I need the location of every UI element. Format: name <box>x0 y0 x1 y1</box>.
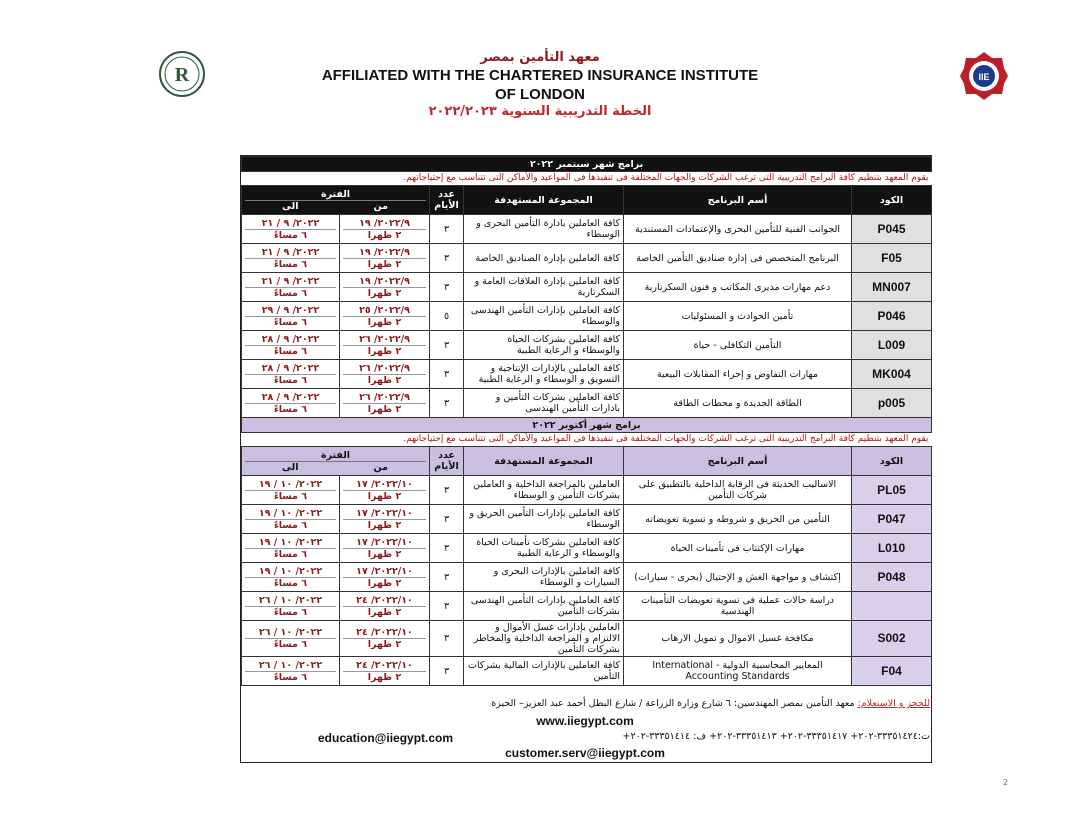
program-name: دراسة حالات عملية فى تسوية تعويضات التأمينات الهندسية <box>624 592 852 621</box>
september-title: برامج شهر سبتمبر ٢٠٢٢ <box>242 157 932 172</box>
table-row <box>242 273 932 302</box>
target-group: كافة العاملين بشركات التأمين و بادارات التأمين الهندسى <box>464 389 624 418</box>
training-plan-sheet <box>240 155 932 763</box>
start-date-value: ٢٠٢٢/٩/ ٢٥ <box>359 304 410 316</box>
col-period-label: الفترة <box>245 450 426 462</box>
program-days: ٣ <box>430 534 464 563</box>
end-date-time: ٦ مساءً <box>245 490 336 502</box>
logo-left-letter: R <box>174 64 190 86</box>
end-date <box>242 592 340 621</box>
program-code: p005 <box>852 389 932 418</box>
table-row <box>242 244 932 273</box>
target-group: كافة العاملين بإدارة العلاقات العامة و السكرتارية <box>464 273 624 302</box>
address: معهد التأمين بمصر المهندسين: ٦ شارع وزارة الزراعة / شارع البطل أحمد عبد العزيز– الجيزة <box>491 698 855 709</box>
start-date <box>340 331 430 360</box>
program-days: ٣ <box>430 273 464 302</box>
end-date-time: ٦ مساءً <box>245 638 336 650</box>
affiliation-line-1: AFFILIATED WITH THE CHARTERED INSURANCE INSTITUTE <box>321 67 759 84</box>
start-date-time: ٢ ظهرا <box>343 374 426 386</box>
table-row <box>242 563 932 592</box>
start-date-time: ٢ ظهرا <box>343 490 426 502</box>
target-group: كافة العاملين بإدارات التأمين الحريق و الوسطاء <box>464 505 624 534</box>
start-date-time: ٢ ظهرا <box>343 403 426 415</box>
end-date <box>242 215 340 244</box>
program-name: التأمين من الحريق و شروطه و تسوية تعويضاته <box>624 505 852 534</box>
start-date-time: ٢ ظهرا <box>343 258 426 270</box>
institute-emblem-icon <box>958 50 1010 102</box>
end-date <box>242 302 340 331</box>
start-date <box>340 592 430 621</box>
end-date-time: ٦ مساءً <box>245 671 336 683</box>
end-date-value: ٢٠٢٢/ ٩ / ٢١ <box>261 246 320 258</box>
start-date <box>340 563 430 592</box>
program-name: المعايير المحاسبية الدولية - International Accounting Standards <box>624 657 852 686</box>
program-days: ٣ <box>430 244 464 273</box>
end-date-value: ٢٠٢٢/ ١٠ / ٢٦ <box>258 627 323 638</box>
end-date-time: ٦ مساءً <box>245 258 336 270</box>
start-date-time: ٢ ظهرا <box>343 548 426 560</box>
program-name: إكتشاف و مواجهة الغش و الإحتيال (بحرى - سيارات) <box>624 563 852 592</box>
table-row <box>242 331 932 360</box>
affiliation-title <box>0 66 1080 104</box>
program-code: F05 <box>852 244 932 273</box>
target-group: العاملين بالمراجعة الداخلية و العاملين بشركات التأمين و الوسطاء <box>464 476 624 505</box>
end-date <box>242 534 340 563</box>
start-date <box>340 657 430 686</box>
start-date-time: ٢ ظهرا <box>343 519 426 531</box>
start-date <box>340 302 430 331</box>
program-days: ٣ <box>430 505 464 534</box>
start-date-value: ٢٠٢٢/١٠/ ١٧ <box>356 507 413 519</box>
end-date-time: ٦ مساءً <box>245 519 336 531</box>
start-date <box>340 215 430 244</box>
col-days: عدد الأيام <box>430 447 464 476</box>
start-date-value: ٢٠٢٢/١٠/ ٢٤ <box>356 659 413 671</box>
phone-numbers: ت:٣٣٣٥١٤٢٤-٢٠٢+ ٣٣٣٥١٤١٧-٢٠٢+ ٣٣٣٥١٤١٣-٢٠٢+ ف: ٣٣٣٥١٤١٤-٢٠٢+ <box>622 731 930 742</box>
program-code: P047 <box>852 505 932 534</box>
end-date-time: ٦ مساءً <box>245 548 336 560</box>
start-date-time: ٢ ظهرا <box>343 638 426 650</box>
program-name: الاساليب الحديثة فى الرقابة الداخلية بالتطبيق على شركات التأمين <box>624 476 852 505</box>
col-days: عدد الأيام <box>430 186 464 215</box>
end-date-value: ٢٠٢٢/ ٩ / ٢١ <box>261 275 320 287</box>
end-date-time: ٦ مساءً <box>245 374 336 386</box>
contact-footer <box>240 696 930 762</box>
target-group: العاملين بإدارات غسل الأموال و الالتزام و المراجعة الداخلية والمخاطر بشركات التأمين <box>464 621 624 657</box>
end-date-time: ٦ مساءً <box>245 403 336 415</box>
website-link[interactable]: www.iiegypt.com <box>536 714 634 728</box>
end-date <box>242 476 340 505</box>
start-date-value: ٢٠٢٢/٩/ ١٩ <box>359 275 410 287</box>
program-days: ٣ <box>430 331 464 360</box>
col-to: الى <box>282 461 299 473</box>
program-days: ٣ <box>430 621 464 657</box>
program-code: F04 <box>852 657 932 686</box>
start-date <box>340 505 430 534</box>
program-name: الجوانب الفنية للتأمين البحرى والإعتمادات المستندية <box>624 215 852 244</box>
program-code: P046 <box>852 302 932 331</box>
end-date-value: ٢٠٢٢/ ٩ / ٢٨ <box>261 391 320 403</box>
end-date <box>242 331 340 360</box>
start-date-value: ٢٠٢٢/١٠/ ١٧ <box>356 536 413 548</box>
start-date <box>340 360 430 389</box>
october-title: برامج شهر أكتوبر ٢٠٢٢ <box>242 418 932 433</box>
start-date-value: ٢٠٢٢/١٠/ ٢٤ <box>356 594 413 606</box>
end-date <box>242 621 340 657</box>
end-date-time: ٦ مساءً <box>245 606 336 618</box>
col-target: المجموعة المستهدفة <box>464 186 624 215</box>
col-period <box>242 447 430 476</box>
target-group: كافة العاملين بإدارات التأمين الهندسى والوسطاء <box>464 302 624 331</box>
program-code <box>852 592 932 621</box>
program-code: MN007 <box>852 273 932 302</box>
program-code: PL05 <box>852 476 932 505</box>
start-date-time: ٢ ظهرا <box>343 577 426 589</box>
table-row <box>242 360 932 389</box>
end-date-value: ٢٠٢٢/ ١٠ / ٢٦ <box>258 659 323 671</box>
end-date <box>242 563 340 592</box>
program-days: ٣ <box>430 592 464 621</box>
end-date-value: ٢٠٢٢/ ١٠ / ١٩ <box>258 478 323 490</box>
notice-row <box>242 172 932 186</box>
col-program: أسم البرنامج <box>624 186 852 215</box>
end-date <box>242 273 340 302</box>
start-date-value: ٢٠٢٢/١٠/ ١٧ <box>356 478 413 490</box>
table-row <box>242 505 932 534</box>
end-date-value: ٢٠٢٢/ ١٠ / ١٩ <box>258 507 323 519</box>
start-date-time: ٢ ظهرا <box>343 345 426 357</box>
program-days: ٣ <box>430 389 464 418</box>
october-notice: يقوم المعهد بتنظيم كافة البرامج التدريبية التى ترغب الشركات والجهات المختلفة فى تنفيذها فى المواعيد والأماكن التى تتناسب مع إحتياجاتهم. <box>242 433 932 447</box>
program-name: البرنامج المتخصص فى إدارة صناديق التأمين الخاصة <box>624 244 852 273</box>
col-to: الى <box>282 200 299 212</box>
col-period <box>242 186 430 215</box>
affiliation-line-2: OF LONDON <box>495 86 585 103</box>
september-notice: يقوم المعهد بتنظيم كافة البرامج التدريبية التى ترغب الشركات والجهات المختلفة فى تنفيذها فى المواعيد والأماكن التى تتناسب مع إحتياجاتهم. <box>242 172 932 186</box>
end-date <box>242 657 340 686</box>
end-date-time: ٦ مساءً <box>245 345 336 357</box>
program-days: ٣ <box>430 657 464 686</box>
program-days: ٣ <box>430 215 464 244</box>
notice-row <box>242 433 932 447</box>
start-date <box>340 244 430 273</box>
program-days: ٣ <box>430 563 464 592</box>
october-title-row <box>242 418 932 433</box>
september-header-row <box>242 186 932 215</box>
col-from: من <box>373 461 388 473</box>
program-name: مهارات الإكتتاب فى تأمينات الحياة <box>624 534 852 563</box>
program-days: ٣ <box>430 476 464 505</box>
col-period-label: الفترة <box>245 189 426 201</box>
target-group: كافة العاملين بالإدارات البحرى و السيارات و الوسطاء <box>464 563 624 592</box>
col-from: من <box>373 200 388 212</box>
start-date-time: ٢ ظهرا <box>343 606 426 618</box>
start-date-value: ٢٠٢٢/١٠/ ١٧ <box>356 565 413 577</box>
table-row <box>242 592 932 621</box>
table-row <box>242 476 932 505</box>
program-name: التأمين التكافلى - حياة <box>624 331 852 360</box>
reserve-label: للحجز و الاستعلام: <box>857 698 930 709</box>
program-name: تأمين الحوادث و المسئوليات <box>624 302 852 331</box>
start-date-value: ٢٠٢٢/٩/ ٢٦ <box>359 391 410 403</box>
start-date <box>340 621 430 657</box>
end-date <box>242 244 340 273</box>
end-date-time: ٦ مساءً <box>245 287 336 299</box>
program-days: ٥ <box>430 302 464 331</box>
end-date-time: ٦ مساءً <box>245 577 336 589</box>
start-date-value: ٢٠٢٢/٩/ ٢٦ <box>359 333 410 345</box>
program-name: مهارات التفاوض و إجراء المقابلات البيعية <box>624 360 852 389</box>
start-date <box>340 273 430 302</box>
plan-title: الخطة التدريبية السنوية ٢٠٢٢/٢٠٢٣ <box>428 104 652 119</box>
start-date-time: ٢ ظهرا <box>343 671 426 683</box>
program-code: L009 <box>852 331 932 360</box>
col-program: أسم البرنامج <box>624 447 852 476</box>
october-header-row <box>242 447 932 476</box>
education-email-link[interactable]: education@iiegypt.com <box>318 731 454 745</box>
end-date <box>242 505 340 534</box>
end-date-time: ٦ مساءً <box>245 229 336 241</box>
start-date <box>340 389 430 418</box>
program-code: L010 <box>852 534 932 563</box>
start-date-time: ٢ ظهرا <box>343 316 426 328</box>
end-date-value: ٢٠٢٢/ ٩ / ٢٩ <box>261 304 320 316</box>
table-row <box>242 215 932 244</box>
target-group: كافة العاملين بإدارات التأمين الهندسى بشركات التأمين <box>464 592 624 621</box>
end-date-value: ٢٠٢٢/ ٩ / ٢١ <box>261 217 320 229</box>
september-title-row <box>242 157 932 172</box>
page-number: 2 <box>1003 778 1009 787</box>
program-code: S002 <box>852 621 932 657</box>
start-date-time: ٢ ظهرا <box>343 287 426 299</box>
start-date-value: ٢٠٢٢/١٠/ ٢٤ <box>356 627 413 638</box>
end-date <box>242 389 340 418</box>
program-code: MK004 <box>852 360 932 389</box>
table-row <box>242 657 932 686</box>
start-date-value: ٢٠٢٢/٩/ ١٩ <box>359 217 410 229</box>
end-date-time: ٦ مساءً <box>245 316 336 328</box>
start-date <box>340 534 430 563</box>
arabic-institute-name: معهد التأمين بمصر <box>480 50 600 65</box>
col-target: المجموعة المستهدفة <box>464 447 624 476</box>
customer-service-email-link[interactable]: customer.serv@iiegypt.com <box>505 746 665 760</box>
end-date-value: ٢٠٢٢/ ١٠ / ٢٦ <box>258 594 323 606</box>
target-group: كافة العاملين بشركات الحياة والوسطاء و الرعاية الطبية <box>464 331 624 360</box>
reservation-line <box>240 698 930 709</box>
start-date-value: ٢٠٢٢/٩/ ٢٦ <box>359 362 410 374</box>
table-row <box>242 302 932 331</box>
program-days: ٣ <box>430 360 464 389</box>
program-name: دعم مهارات مديرى المكاتب و فنون السكرتارية <box>624 273 852 302</box>
col-code: الكود <box>852 186 932 215</box>
target-group: كافة العاملين بشركات تأمينات الحياة والوسطاء و الرعاية الطبية <box>464 534 624 563</box>
start-date-value: ٢٠٢٢/٩/ ١٩ <box>359 246 410 258</box>
target-group: كافة العاملين بالإدارات الإنتاجية و التسويق و الوسطاء و الرعاية الطبية <box>464 360 624 389</box>
logo-right-letters: IIE <box>978 72 990 82</box>
program-name: الطاقة الجديدة و محطات الطاقة <box>624 389 852 418</box>
end-date-value: ٢٠٢٢/ ١٠ / ١٩ <box>258 536 323 548</box>
start-date <box>340 476 430 505</box>
program-name: مكافحة غسيل الاموال و تمويل الارهاب <box>624 621 852 657</box>
col-code: الكود <box>852 447 932 476</box>
end-date <box>242 360 340 389</box>
table-row <box>242 389 932 418</box>
document-header <box>0 0 1080 150</box>
target-group: كافة العاملين بإدارة الصناديق الخاصة <box>464 244 624 273</box>
start-date-time: ٢ ظهرا <box>343 229 426 241</box>
program-code: P045 <box>852 215 932 244</box>
table-row <box>242 621 932 657</box>
target-group: كافة العاملين بالإدارات المالية بشركات التأمين <box>464 657 624 686</box>
end-date-value: ٢٠٢٢/ ١٠ / ١٩ <box>258 565 323 577</box>
end-date-value: ٢٠٢٢/ ٩ / ٢٨ <box>261 362 320 374</box>
table-row <box>242 534 932 563</box>
program-code: P048 <box>852 563 932 592</box>
end-date-value: ٢٠٢٢/ ٩ / ٢٨ <box>261 333 320 345</box>
training-table <box>241 156 932 686</box>
target-group: كافة العاملين بادارة التأمين البحرى و الوسطاء <box>464 215 624 244</box>
